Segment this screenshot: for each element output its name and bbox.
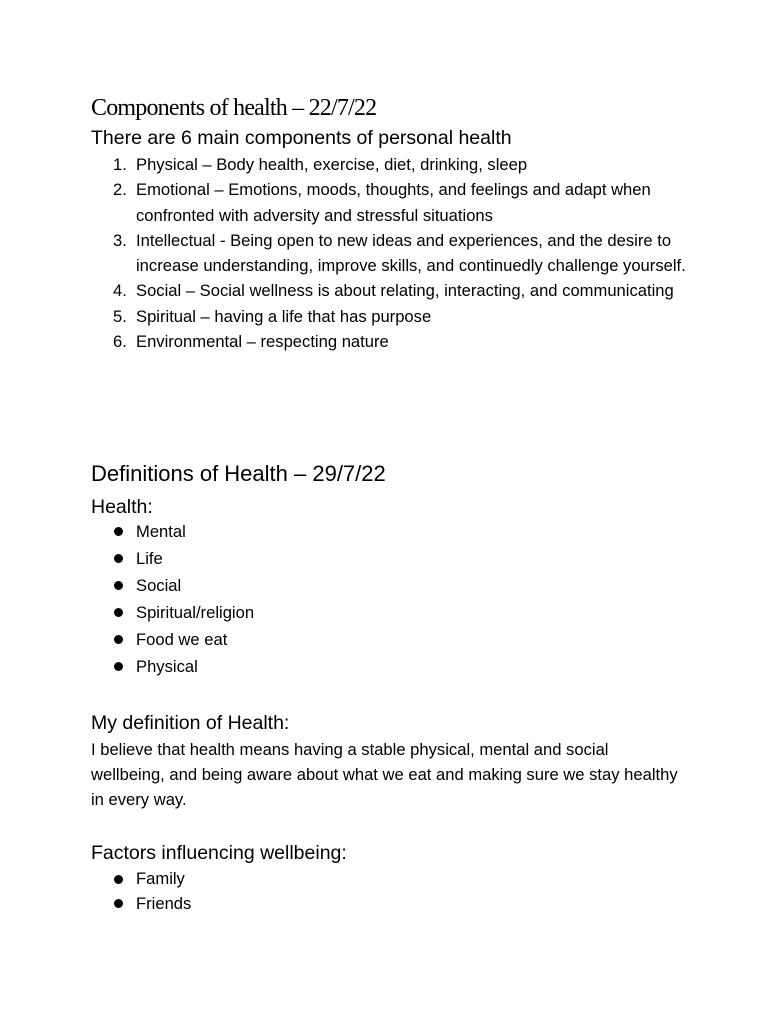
- bullet-dot-icon: [114, 635, 123, 644]
- list-item: [91, 228, 691, 279]
- bullet-item: [91, 572, 691, 599]
- bullet-dot-icon: [114, 527, 123, 536]
- list-item: [91, 304, 691, 329]
- bullet-item: [91, 892, 691, 917]
- list-item-text: Intellectual - Being open to new ideas and experiences, and the desire to increase understanding, improve skills, and continuedly challenge yourself.: [136, 230, 686, 276]
- bullet-item: [91, 545, 691, 572]
- list-item: [91, 177, 691, 228]
- bullet-dot-icon: [114, 608, 123, 617]
- health-subheading: Health:: [91, 496, 153, 518]
- bullet-item: [91, 626, 691, 653]
- list-number: 6.: [113, 332, 127, 352]
- components-list: [91, 152, 691, 354]
- list-item-text: Social – Social wellness is about relating, interacting, and communicating: [136, 281, 674, 301]
- bullet-text: Food we eat: [136, 630, 228, 649]
- bullet-dot-icon: [114, 662, 123, 671]
- section-title-components: Components of health – 22/7/22: [91, 95, 377, 121]
- factors-bullet-list: [91, 867, 691, 916]
- list-item: [91, 278, 691, 303]
- section-title-definitions: Definitions of Health – 29/7/22: [91, 461, 386, 486]
- bullet-text: Physical: [136, 657, 198, 676]
- my-definition-heading: My definition of Health:: [91, 712, 290, 734]
- bullet-text: Social: [136, 576, 182, 595]
- list-number: 4.: [113, 281, 127, 301]
- bullet-text: Friends: [136, 893, 192, 913]
- health-bullets-wrapper: [91, 518, 691, 680]
- bullet-item: [91, 867, 691, 892]
- bullet-text: Life: [136, 549, 163, 568]
- bullet-item: [91, 518, 691, 545]
- bullet-text: Mental: [136, 522, 186, 541]
- bullet-dot-icon: [114, 875, 123, 884]
- factors-bullets-wrapper: [91, 867, 691, 916]
- factors-heading: Factors influencing wellbeing:: [91, 842, 347, 864]
- components-list-wrapper: [91, 152, 691, 354]
- bullet-dot-icon: [114, 581, 123, 590]
- list-number: 5.: [113, 306, 127, 326]
- health-bullet-list: [91, 518, 691, 680]
- bullet-dot-icon: [114, 554, 123, 563]
- list-item-text: Physical – Body health, exercise, diet, drinking, sleep: [136, 155, 528, 174]
- list-item-text: Spiritual – having a life that has purpose: [136, 306, 432, 326]
- list-item: [91, 152, 691, 177]
- list-item: [91, 329, 691, 354]
- bullet-text: Family: [136, 869, 185, 888]
- list-item-text: Emotional – Emotions, moods, thoughts, and feelings and adapt when confronted with adversity and stressful situations: [136, 180, 651, 225]
- list-number: 3.: [113, 230, 127, 250]
- bullet-dot-icon: [114, 899, 123, 908]
- bullet-text: Spiritual/religion: [136, 603, 255, 622]
- intro-text: There are 6 main components of personal health: [91, 127, 512, 149]
- bullet-item: [91, 599, 691, 626]
- bullet-item: [91, 653, 691, 680]
- my-definition-paragraph: I believe that health means having a stable physical, mental and social wellbeing, and being aware about what we eat and making sure we stay healthy in every way.: [91, 740, 678, 809]
- list-item-text: Environmental – respecting nature: [136, 332, 389, 352]
- list-number: 2.: [113, 180, 127, 200]
- list-number: 1.: [113, 155, 127, 174]
